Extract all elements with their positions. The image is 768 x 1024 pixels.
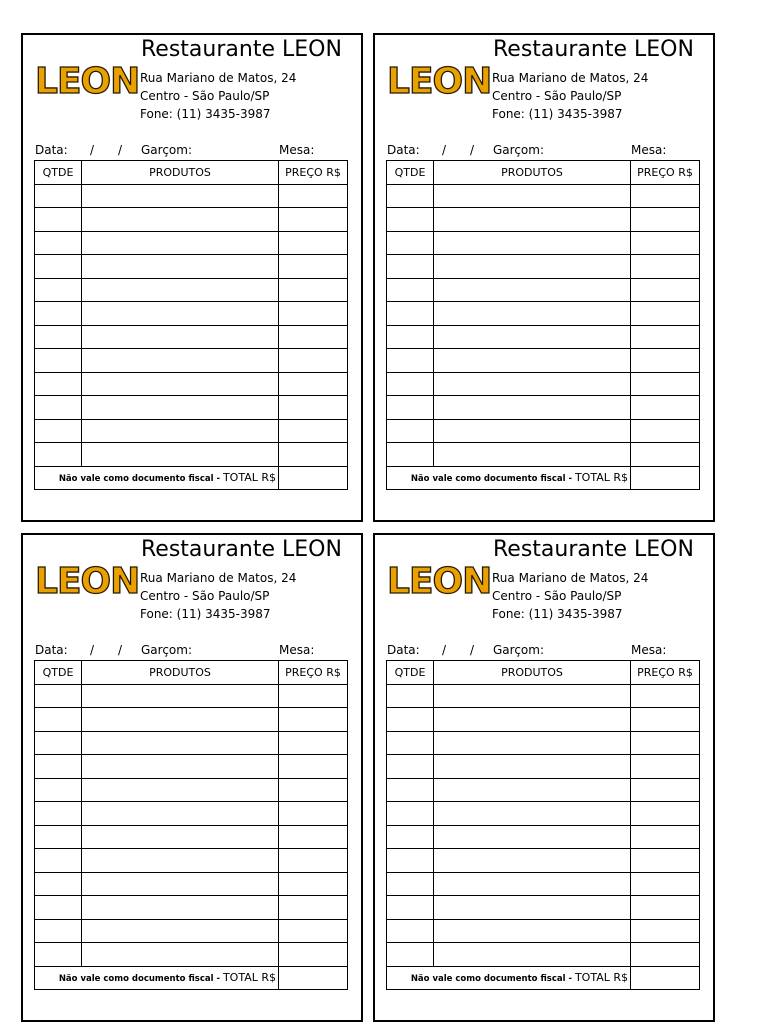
waiter-label: Garçom:	[493, 643, 544, 657]
price-cell[interactable]	[279, 896, 348, 920]
table-row	[387, 443, 700, 467]
qty-cell[interactable]	[35, 349, 82, 373]
restaurant-title: Restaurante LEON	[493, 37, 694, 62]
product-cell[interactable]	[82, 684, 279, 708]
price-cell[interactable]	[631, 255, 700, 279]
restaurant-title: Restaurante LEON	[493, 537, 694, 562]
qty-cell[interactable]	[387, 802, 434, 826]
qty-cell[interactable]	[387, 443, 434, 467]
price-cell[interactable]	[279, 731, 348, 755]
products-column-header: PRODUTOS	[82, 161, 279, 185]
qty-cell[interactable]	[387, 919, 434, 943]
address-line-2: Centro - São Paulo/SP	[492, 589, 622, 603]
qty-cell[interactable]	[387, 872, 434, 896]
product-cell[interactable]	[434, 396, 631, 420]
qty-cell[interactable]	[387, 231, 434, 255]
table-row	[387, 755, 700, 779]
product-cell[interactable]	[82, 208, 279, 232]
table-row	[387, 731, 700, 755]
qty-cell[interactable]	[35, 302, 82, 326]
product-cell[interactable]	[434, 872, 631, 896]
table-row	[35, 208, 348, 232]
products-column-header: PRODUTOS	[434, 661, 631, 685]
qty-column-header: QTDE	[387, 661, 434, 685]
product-cell[interactable]	[82, 919, 279, 943]
qty-cell[interactable]	[387, 325, 434, 349]
table-row	[35, 255, 348, 279]
table-row	[35, 849, 348, 873]
product-cell[interactable]	[434, 208, 631, 232]
product-cell[interactable]	[434, 919, 631, 943]
price-column-header: PREÇO R$	[279, 661, 348, 685]
price-cell[interactable]	[279, 325, 348, 349]
waiter-label: Garçom:	[493, 143, 544, 157]
product-cell[interactable]	[82, 396, 279, 420]
phone-line: Fone: (11) 3435-3987	[492, 107, 623, 121]
price-cell[interactable]	[631, 802, 700, 826]
price-cell[interactable]	[279, 349, 348, 373]
product-cell[interactable]	[82, 872, 279, 896]
address-line-2: Centro - São Paulo/SP	[492, 89, 622, 103]
waiter-label: Garçom:	[141, 643, 192, 657]
date-label: Data:	[387, 143, 420, 157]
price-cell[interactable]	[631, 278, 700, 302]
qty-cell[interactable]	[387, 825, 434, 849]
table-row	[35, 396, 348, 420]
address-line-1: Rua Mariano de Matos, 24	[140, 571, 297, 585]
total-label-cell	[35, 466, 279, 490]
qty-cell[interactable]	[35, 231, 82, 255]
date-label: Data:	[35, 643, 68, 657]
product-cell[interactable]	[82, 943, 279, 967]
product-cell[interactable]	[82, 443, 279, 467]
date-slash: /	[118, 143, 123, 157]
table-row	[35, 443, 348, 467]
order-slip	[373, 533, 715, 1022]
waiter-label: Garçom:	[141, 143, 192, 157]
price-cell[interactable]	[631, 872, 700, 896]
table-row	[35, 872, 348, 896]
price-cell[interactable]	[631, 325, 700, 349]
price-cell[interactable]	[279, 684, 348, 708]
price-cell[interactable]	[279, 443, 348, 467]
product-cell[interactable]	[82, 849, 279, 873]
qty-column-header: QTDE	[35, 661, 82, 685]
table-header-row	[387, 661, 700, 685]
fiscal-disclaimer: Não vale como documento fiscal -	[58, 974, 223, 985]
price-cell[interactable]	[631, 208, 700, 232]
table-header-row	[35, 661, 348, 685]
date-slash: /	[90, 143, 95, 157]
product-cell[interactable]	[82, 349, 279, 373]
product-cell[interactable]	[82, 896, 279, 920]
product-cell[interactable]	[82, 419, 279, 443]
product-cell[interactable]	[434, 802, 631, 826]
product-cell[interactable]	[434, 184, 631, 208]
qty-cell[interactable]	[387, 349, 434, 373]
qty-cell[interactable]	[387, 419, 434, 443]
total-label-cell	[387, 466, 631, 490]
qty-cell[interactable]	[387, 255, 434, 279]
table-row	[35, 684, 348, 708]
qty-cell[interactable]	[35, 778, 82, 802]
table-number-label: Mesa:	[631, 143, 667, 157]
date-slash: /	[442, 643, 447, 657]
qty-cell[interactable]	[35, 372, 82, 396]
price-cell[interactable]	[631, 919, 700, 943]
product-cell[interactable]	[434, 443, 631, 467]
date-slash: /	[442, 143, 447, 157]
price-cell[interactable]	[631, 943, 700, 967]
price-cell[interactable]	[631, 731, 700, 755]
product-cell[interactable]	[82, 708, 279, 732]
order-slip	[373, 33, 715, 522]
price-cell[interactable]	[279, 372, 348, 396]
table-row	[35, 943, 348, 967]
qty-cell[interactable]	[35, 943, 82, 967]
table-row	[387, 231, 700, 255]
price-column-header: PREÇO R$	[279, 161, 348, 185]
qty-cell[interactable]	[35, 443, 82, 467]
total-label: TOTAL R$	[574, 971, 628, 985]
total-value-cell[interactable]	[631, 966, 700, 990]
product-cell[interactable]	[434, 684, 631, 708]
price-cell[interactable]	[279, 802, 348, 826]
date-slash: /	[90, 643, 95, 657]
leon-logo: LEON	[387, 61, 492, 102]
address-line-2: Centro - São Paulo/SP	[140, 589, 270, 603]
product-cell[interactable]	[82, 302, 279, 326]
table-row	[35, 919, 348, 943]
product-cell[interactable]	[82, 755, 279, 779]
qty-cell[interactable]	[387, 849, 434, 873]
price-cell[interactable]	[631, 896, 700, 920]
table-row	[35, 755, 348, 779]
total-value-cell[interactable]	[279, 466, 348, 490]
fiscal-disclaimer: Não vale como documento fiscal -	[410, 974, 575, 985]
product-cell[interactable]	[82, 778, 279, 802]
total-row	[387, 466, 700, 490]
products-column-header: PRODUTOS	[82, 661, 279, 685]
table-row	[387, 849, 700, 873]
qty-cell[interactable]	[387, 778, 434, 802]
table-number-label: Mesa:	[631, 643, 667, 657]
qty-cell[interactable]	[35, 802, 82, 826]
table-row	[387, 872, 700, 896]
table-row	[387, 184, 700, 208]
leon-logo: LEON	[35, 561, 140, 602]
order-items-table	[34, 160, 348, 490]
fiscal-disclaimer: Não vale como documento fiscal -	[410, 474, 575, 485]
qty-cell[interactable]	[387, 896, 434, 920]
product-cell[interactable]	[82, 278, 279, 302]
qty-cell[interactable]	[35, 255, 82, 279]
address-line-1: Rua Mariano de Matos, 24	[492, 571, 649, 585]
price-cell[interactable]	[631, 684, 700, 708]
qty-cell[interactable]	[35, 919, 82, 943]
price-column-header: PREÇO R$	[631, 161, 700, 185]
qty-cell[interactable]	[387, 208, 434, 232]
price-cell[interactable]	[279, 396, 348, 420]
restaurant-title: Restaurante LEON	[141, 537, 342, 562]
price-cell[interactable]	[631, 778, 700, 802]
table-row	[35, 731, 348, 755]
price-cell[interactable]	[279, 872, 348, 896]
table-row	[35, 372, 348, 396]
product-cell[interactable]	[434, 419, 631, 443]
products-column-header: PRODUTOS	[434, 161, 631, 185]
qty-cell[interactable]	[35, 396, 82, 420]
total-value-cell[interactable]	[631, 466, 700, 490]
product-cell[interactable]	[434, 825, 631, 849]
qty-cell[interactable]	[387, 684, 434, 708]
table-row	[35, 896, 348, 920]
product-cell[interactable]	[434, 231, 631, 255]
qty-cell[interactable]	[387, 278, 434, 302]
product-cell[interactable]	[434, 372, 631, 396]
table-row	[387, 419, 700, 443]
price-cell[interactable]	[279, 943, 348, 967]
total-value-cell[interactable]	[279, 966, 348, 990]
table-row	[387, 919, 700, 943]
table-row	[387, 943, 700, 967]
price-cell[interactable]	[631, 184, 700, 208]
total-row	[387, 966, 700, 990]
qty-cell[interactable]	[387, 708, 434, 732]
table-header-row	[387, 161, 700, 185]
price-column-header: PREÇO R$	[631, 661, 700, 685]
table-row	[387, 708, 700, 732]
total-label-cell	[35, 966, 279, 990]
price-cell[interactable]	[631, 302, 700, 326]
product-cell[interactable]	[434, 731, 631, 755]
qty-cell[interactable]	[35, 278, 82, 302]
date-label: Data:	[35, 143, 68, 157]
date-slash: /	[470, 143, 475, 157]
price-cell[interactable]	[279, 778, 348, 802]
product-cell[interactable]	[82, 231, 279, 255]
price-cell[interactable]	[631, 372, 700, 396]
price-cell[interactable]	[279, 184, 348, 208]
total-label: TOTAL R$	[574, 471, 628, 485]
table-row	[387, 325, 700, 349]
table-row	[387, 349, 700, 373]
total-label-cell	[387, 966, 631, 990]
price-cell[interactable]	[631, 396, 700, 420]
product-cell[interactable]	[434, 255, 631, 279]
table-row	[35, 349, 348, 373]
restaurant-title: Restaurante LEON	[141, 37, 342, 62]
qty-cell[interactable]	[35, 872, 82, 896]
table-row	[387, 778, 700, 802]
price-cell[interactable]	[279, 755, 348, 779]
product-cell[interactable]	[434, 349, 631, 373]
phone-line: Fone: (11) 3435-3987	[492, 607, 623, 621]
price-cell[interactable]	[631, 755, 700, 779]
qty-cell[interactable]	[35, 755, 82, 779]
qty-cell[interactable]	[35, 896, 82, 920]
product-cell[interactable]	[82, 184, 279, 208]
table-row	[387, 684, 700, 708]
total-label: TOTAL R$	[222, 971, 276, 985]
price-cell[interactable]	[631, 419, 700, 443]
qty-cell[interactable]	[35, 325, 82, 349]
price-cell[interactable]	[279, 302, 348, 326]
table-number-label: Mesa:	[279, 643, 315, 657]
total-row	[35, 466, 348, 490]
price-cell[interactable]	[631, 825, 700, 849]
table-row	[35, 184, 348, 208]
table-row	[35, 419, 348, 443]
product-cell[interactable]	[434, 302, 631, 326]
qty-cell[interactable]	[35, 184, 82, 208]
total-label: TOTAL R$	[222, 471, 276, 485]
price-cell[interactable]	[631, 708, 700, 732]
table-row	[387, 302, 700, 326]
table-row	[387, 278, 700, 302]
table-row	[35, 302, 348, 326]
qty-cell[interactable]	[35, 825, 82, 849]
price-cell[interactable]	[279, 255, 348, 279]
product-cell[interactable]	[434, 325, 631, 349]
order-items-table	[386, 660, 700, 990]
price-cell[interactable]	[279, 278, 348, 302]
table-row	[35, 778, 348, 802]
address-line-1: Rua Mariano de Matos, 24	[140, 71, 297, 85]
qty-cell[interactable]	[35, 684, 82, 708]
qty-cell[interactable]	[387, 302, 434, 326]
order-items-table	[386, 160, 700, 490]
product-cell[interactable]	[82, 825, 279, 849]
qty-cell[interactable]	[387, 372, 434, 396]
qty-column-header: QTDE	[35, 161, 82, 185]
table-row	[35, 231, 348, 255]
price-cell[interactable]	[631, 231, 700, 255]
table-row	[387, 896, 700, 920]
price-cell[interactable]	[279, 919, 348, 943]
table-row	[387, 255, 700, 279]
date-label: Data:	[387, 643, 420, 657]
table-row	[387, 396, 700, 420]
price-cell[interactable]	[631, 849, 700, 873]
product-cell[interactable]	[82, 731, 279, 755]
price-cell[interactable]	[631, 443, 700, 467]
table-row	[35, 278, 348, 302]
table-row	[387, 208, 700, 232]
address-line-1: Rua Mariano de Matos, 24	[492, 71, 649, 85]
order-slip	[21, 533, 363, 1022]
table-row	[35, 325, 348, 349]
qty-cell[interactable]	[35, 731, 82, 755]
price-cell[interactable]	[279, 708, 348, 732]
order-items-table	[34, 660, 348, 990]
order-slip	[21, 33, 363, 522]
total-row	[35, 966, 348, 990]
qty-cell[interactable]	[35, 708, 82, 732]
qty-cell[interactable]	[387, 184, 434, 208]
leon-logo: LEON	[387, 561, 492, 602]
qty-cell[interactable]	[387, 396, 434, 420]
fiscal-disclaimer: Não vale como documento fiscal -	[58, 474, 223, 485]
phone-line: Fone: (11) 3435-3987	[140, 107, 271, 121]
date-slash: /	[118, 643, 123, 657]
price-cell[interactable]	[279, 208, 348, 232]
product-cell[interactable]	[82, 255, 279, 279]
price-cell[interactable]	[279, 825, 348, 849]
qty-cell[interactable]	[35, 208, 82, 232]
product-cell[interactable]	[434, 896, 631, 920]
qty-column-header: QTDE	[387, 161, 434, 185]
product-cell[interactable]	[434, 278, 631, 302]
table-number-label: Mesa:	[279, 143, 315, 157]
product-cell[interactable]	[434, 778, 631, 802]
leon-logo: LEON	[35, 61, 140, 102]
table-row	[35, 825, 348, 849]
table-row	[387, 372, 700, 396]
product-cell[interactable]	[434, 708, 631, 732]
table-row	[387, 825, 700, 849]
table-row	[35, 802, 348, 826]
price-cell[interactable]	[279, 419, 348, 443]
table-row	[35, 708, 348, 732]
price-cell[interactable]	[279, 231, 348, 255]
product-cell[interactable]	[434, 849, 631, 873]
qty-cell[interactable]	[387, 755, 434, 779]
qty-cell[interactable]	[387, 731, 434, 755]
table-row	[387, 802, 700, 826]
product-cell[interactable]	[82, 325, 279, 349]
product-cell[interactable]	[82, 802, 279, 826]
qty-cell[interactable]	[35, 419, 82, 443]
date-slash: /	[470, 643, 475, 657]
address-line-2: Centro - São Paulo/SP	[140, 89, 270, 103]
product-cell[interactable]	[434, 943, 631, 967]
table-header-row	[35, 161, 348, 185]
product-cell[interactable]	[434, 755, 631, 779]
price-cell[interactable]	[279, 849, 348, 873]
qty-cell[interactable]	[387, 943, 434, 967]
phone-line: Fone: (11) 3435-3987	[140, 607, 271, 621]
price-cell[interactable]	[631, 349, 700, 373]
product-cell[interactable]	[82, 372, 279, 396]
qty-cell[interactable]	[35, 849, 82, 873]
